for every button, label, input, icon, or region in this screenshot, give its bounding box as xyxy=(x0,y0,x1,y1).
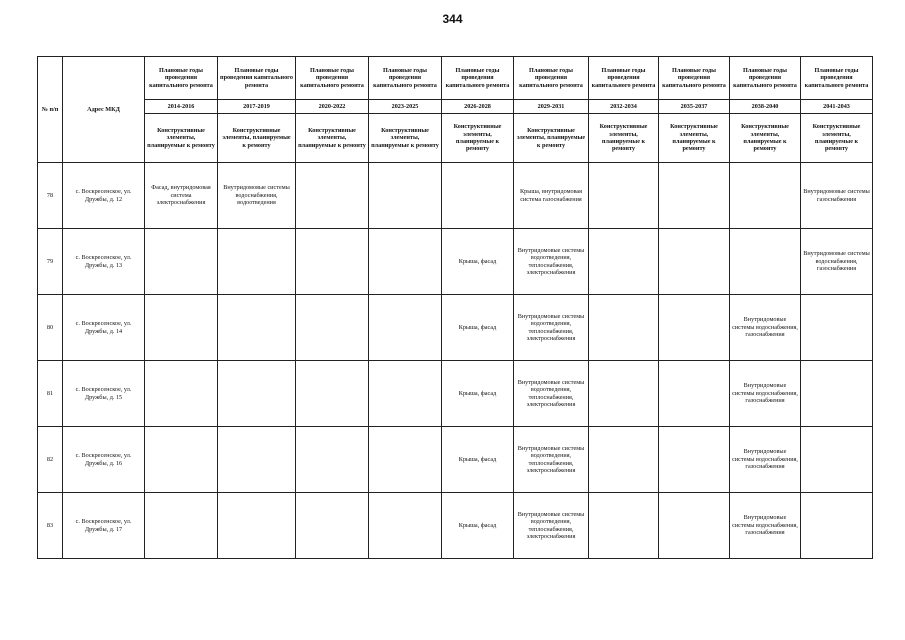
repair-elements-cell: Внутридомовые системы водоснабжения, водоотведения xyxy=(218,163,296,229)
repair-elements-cell xyxy=(296,163,369,229)
repair-elements-cell xyxy=(145,427,218,493)
repair-elements-cell xyxy=(218,295,296,361)
repair-elements-cell xyxy=(369,295,442,361)
elements-header: Конструктивные элементы, планируемые к ремонту xyxy=(218,114,296,163)
table-row xyxy=(38,427,873,493)
table-row xyxy=(38,229,873,295)
repair-elements-cell xyxy=(296,295,369,361)
repair-elements-cell xyxy=(369,427,442,493)
repair-elements-cell xyxy=(218,427,296,493)
repair-elements-cell: Крыша, фасад xyxy=(442,427,514,493)
repair-elements-cell xyxy=(589,163,659,229)
repair-elements-cell xyxy=(369,361,442,427)
plan-years-header: Плановые годы проведения капитального ремонта xyxy=(659,57,730,100)
repair-elements-cell xyxy=(218,493,296,559)
row-number: 82 xyxy=(38,427,63,493)
repair-elements-cell xyxy=(296,493,369,559)
row-address: с. Воскресенское, ул. Дружбы, д. 12 xyxy=(63,163,145,229)
year-range: 2026-2028 xyxy=(442,100,514,114)
repair-elements-cell xyxy=(589,493,659,559)
elements-header: Конструктивные элементы, планируемые к ремонту xyxy=(296,114,369,163)
repair-elements-cell xyxy=(659,229,730,295)
repair-elements-cell: Внутридомовые системы водоотведения, теплоснабжения, электроснабжения xyxy=(514,427,589,493)
repair-elements-cell: Крыша, фасад xyxy=(442,229,514,295)
repair-elements-cell xyxy=(296,427,369,493)
year-range: 2038-2040 xyxy=(730,100,801,114)
capital-repair-table xyxy=(37,56,873,559)
year-range: 2014-2016 xyxy=(145,100,218,114)
table-row xyxy=(38,493,873,559)
plan-years-header: Плановые годы проведения капитального ремонта xyxy=(801,57,873,100)
elements-header: Конструктивные элементы, планируемые к ремонту xyxy=(145,114,218,163)
repair-elements-cell xyxy=(145,229,218,295)
row-address: с. Воскресенское, ул. Дружбы, д. 14 xyxy=(63,295,145,361)
repair-elements-cell xyxy=(145,493,218,559)
repair-elements-cell xyxy=(659,493,730,559)
repair-elements-cell: Внутридомовые системы водоотведения, теплоснабжения, электроснабжения xyxy=(514,361,589,427)
page-number: 344 xyxy=(442,12,463,26)
plan-years-header: Плановые годы проведения капитального ремонта xyxy=(730,57,801,100)
repair-elements-cell: Внутридомовые системы водоснабжения, газоснабжения xyxy=(801,229,873,295)
repair-elements-cell xyxy=(730,229,801,295)
repair-elements-cell xyxy=(296,229,369,295)
row-number: 81 xyxy=(38,361,63,427)
year-range: 2032-2034 xyxy=(589,100,659,114)
row-number: 79 xyxy=(38,229,63,295)
repair-elements-cell: Внутридомовые системы водоснабжения, газоснабжения xyxy=(730,427,801,493)
repair-elements-cell xyxy=(296,361,369,427)
plan-years-header: Плановые годы проведения капитального ремонта xyxy=(369,57,442,100)
repair-elements-cell xyxy=(801,361,873,427)
table-row xyxy=(38,295,873,361)
repair-elements-cell xyxy=(589,427,659,493)
repair-elements-cell: Крыша, внутридомовая система газоснабжения xyxy=(514,163,589,229)
year-range: 2041-2043 xyxy=(801,100,873,114)
repair-elements-cell xyxy=(801,295,873,361)
plan-years-header: Плановые годы проведения капитального ремонта xyxy=(218,57,296,100)
plan-years-header: Плановые годы проведения капитального ремонта xyxy=(442,57,514,100)
elements-header: Конструктивные элементы, планируемые к ремонту xyxy=(659,114,730,163)
repair-elements-cell: Крыша, фасад xyxy=(442,295,514,361)
year-range: 2029-2031 xyxy=(514,100,589,114)
elements-header: Конструктивные элементы, планируемые к ремонту xyxy=(369,114,442,163)
repair-elements-cell xyxy=(801,493,873,559)
row-address: с. Воскресенское, ул. Дружбы, д. 17 xyxy=(63,493,145,559)
plan-years-header: Плановые годы проведения капитального ремонта xyxy=(514,57,589,100)
repair-elements-cell: Фасад, внутридомовая система электроснабжения xyxy=(145,163,218,229)
repair-elements-cell xyxy=(801,427,873,493)
elements-header: Конструктивные элементы, планируемые к ремонту xyxy=(514,114,589,163)
repair-elements-cell: Внутридомовые системы водоснабжения, газоснабжения xyxy=(730,361,801,427)
repair-elements-cell xyxy=(369,163,442,229)
repair-elements-cell xyxy=(659,427,730,493)
year-range: 2020-2022 xyxy=(296,100,369,114)
repair-elements-cell xyxy=(442,163,514,229)
repair-elements-cell xyxy=(730,163,801,229)
repair-elements-cell xyxy=(145,361,218,427)
header-row-years xyxy=(38,100,873,114)
header-row-elements xyxy=(38,114,873,163)
repair-elements-cell xyxy=(659,295,730,361)
repair-elements-cell xyxy=(659,163,730,229)
elements-header: Конструктивные элементы, планируемые к ремонту xyxy=(442,114,514,163)
year-range: 2035-2037 xyxy=(659,100,730,114)
elements-header: Конструктивные элементы, планируемые к ремонту xyxy=(589,114,659,163)
repair-elements-cell: Внутридомовые системы водоснабжения, газоснабжения xyxy=(730,493,801,559)
row-address: с. Воскресенское, ул. Дружбы, д. 13 xyxy=(63,229,145,295)
row-address: с. Воскресенское, ул. Дружбы, д. 16 xyxy=(63,427,145,493)
repair-elements-cell xyxy=(659,361,730,427)
plan-years-header: Плановые годы проведения капитального ремонта xyxy=(145,57,218,100)
year-range: 2017-2019 xyxy=(218,100,296,114)
repair-elements-cell xyxy=(589,229,659,295)
row-number: 78 xyxy=(38,163,63,229)
repair-elements-cell xyxy=(218,361,296,427)
header-row-plan xyxy=(38,57,873,100)
col-header-num: № п/п xyxy=(38,57,63,163)
repair-elements-cell xyxy=(369,229,442,295)
row-number: 83 xyxy=(38,493,63,559)
repair-elements-cell: Внутридомовые системы водоотведения, теплоснабжения, электроснабжения xyxy=(514,295,589,361)
repair-elements-cell xyxy=(369,493,442,559)
plan-years-header: Плановые годы проведения капитального ремонта xyxy=(296,57,369,100)
table-row xyxy=(38,361,873,427)
elements-header: Конструктивные элементы, планируемые к ремонту xyxy=(801,114,873,163)
col-header-address: Адрес МКД xyxy=(63,57,145,163)
repair-elements-cell: Внутридомовые системы водоснабжения, газоснабжения xyxy=(730,295,801,361)
repair-elements-cell: Крыша, фасад xyxy=(442,493,514,559)
repair-elements-cell xyxy=(218,229,296,295)
repair-elements-cell xyxy=(589,295,659,361)
table-row xyxy=(38,163,873,229)
row-address: с. Воскресенское, ул. Дружбы, д. 15 xyxy=(63,361,145,427)
elements-header: Конструктивные элементы, планируемые к ремонту xyxy=(730,114,801,163)
repair-elements-cell: Внутридомовые системы газоснабжения xyxy=(801,163,873,229)
year-range: 2023-2025 xyxy=(369,100,442,114)
repair-elements-cell: Крыша, фасад xyxy=(442,361,514,427)
repair-elements-cell: Внутридомовые системы водоотведения, теплоснабжения, электроснабжения xyxy=(514,493,589,559)
repair-elements-cell xyxy=(145,295,218,361)
repair-elements-cell xyxy=(589,361,659,427)
row-number: 80 xyxy=(38,295,63,361)
repair-elements-cell: Внутридомовые системы водоотведения, теплоснабжения, электроснабжения xyxy=(514,229,589,295)
plan-years-header: Плановые годы проведения капитального ремонта xyxy=(589,57,659,100)
